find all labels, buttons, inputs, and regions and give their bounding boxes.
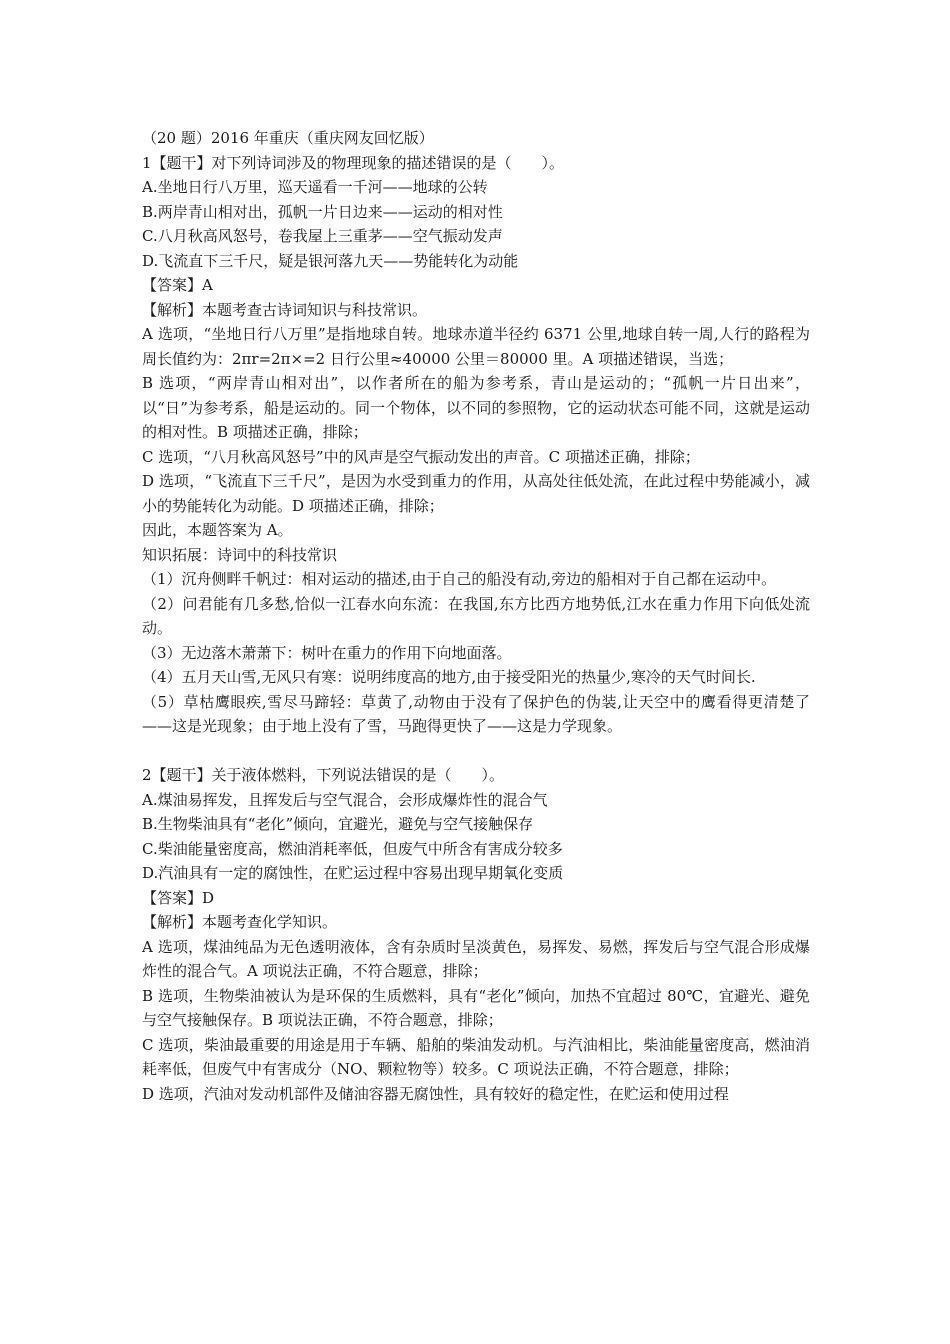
document-page	[142, 126, 810, 1106]
q1-knowledge-2: （2）问君能有几多愁,恰似一江春水向东流：在我国,东方比西方地势低,江水在重力作用下向低处流动。	[142, 594, 810, 637]
question-1	[142, 151, 810, 739]
q1-stem: 1【题干】对下列诗词涉及的物理现象的描述错误的是（ ）。	[142, 153, 565, 172]
q1-knowledge-4: （4）五月天山雪,无风只有寒：说明纬度高的地方,由于接受阳光的热量少,寒冷的天气时间长.	[142, 668, 756, 686]
q1-analysis-d: D 选项，“飞流直下三千尺”，是因为水受到重力的作用，从高处往低处流，在此过程中势能减小，减小的势能转化为动能。D 项描述正确，排除；	[142, 472, 810, 515]
q2-option-c: C.柴油能量密度高，燃油消耗率低，但废气中所含有害成分较多	[142, 839, 563, 858]
q1-analysis-title: 【解析】本题考查古诗词知识与科技常识。	[142, 300, 428, 319]
q2-analysis-title: 【解析】本题考查化学知识。	[142, 913, 338, 931]
q1-answer: 【答案】A	[142, 276, 213, 294]
q2-stem: 2【题干】关于液体燃料，下列说法错误的是（ ）。	[142, 766, 505, 784]
q1-option-b: B.两岸青山相对出，孤帆一片日边来——运动的相对性	[142, 202, 503, 221]
question-2	[142, 763, 810, 1106]
q2-analysis-c: C 选项，柴油最重要的用途是用于车辆、船舶的柴油发动机。与汽油相比，柴油能量密度高，燃油消耗率低，但废气中有害成分（NO、颗粒物等）较多。C 项说法正确，不符合题意，排除；	[142, 1035, 810, 1078]
q1-conclusion: 因此，本题答案为 A。	[142, 521, 293, 539]
q1-knowledge-1: （1）沉舟侧畔千帆过：相对运动的描述,由于自己的船没有动,旁边的船相对于自己都在运动中。	[142, 570, 777, 588]
q1-option-c: C.八月秋高风怒号，卷我屋上三重茅——空气振动发声	[142, 227, 503, 245]
q2-option-a: A.煤油易挥发，且挥发后与空气混合，会形成爆炸性的混合气	[142, 790, 548, 809]
q2-analysis-b: B 选项，生物柴油被认为是环保的生质燃料，具有“老化”倾向，加热不宜超过 80℃，宜避光、避免与空气接触保存。B 项说法正确，不符合题意，排除；	[142, 986, 810, 1029]
q1-option-d: D.飞流直下三千尺，疑是银河落九天——势能转化为动能	[142, 251, 519, 270]
q1-analysis-a: A 选项，“坐地日行八万里”是指地球自转。地球赤道半径约 6371 公里,地球自转一周,人行的路程为周长值约为：2πr=2π×=2 日行公里≈40000 公里＝80000 里。A 项描述错误，当选；	[142, 325, 810, 368]
q1-knowledge-3: （3）无边落木萧萧下：树叶在重力的作用下向地面落。	[142, 643, 512, 662]
q1-analysis-b: B 选项，“两岸青山相对出”，以作者所在的船为参考系，青山是运动的；“孤帆一片日出来”，以“日”为参考系，船是运动的。同一个物体，以不同的参照物，它的运动状态可能不同，这就是运动的相对性。B 项描述正确，排除；	[142, 374, 810, 441]
q1-option-a: A.坐地日行八万里，巡天遥看一千河——地球的公转	[142, 178, 488, 196]
q2-analysis-d: D 选项，汽油对发动机部件及储油容器无腐蚀性，具有较好的稳定性，在贮运和使用过程	[142, 1084, 729, 1103]
q1-knowledge-5: （5）草枯鹰眼疾,雪尽马蹄轻：草黄了,动物由于没有了保护色的伪装,让天空中的鹰看得更清楚了——这是光现象；由于地上没有了雪，马跑得更快了——这是力学现象。	[142, 692, 810, 735]
q2-analysis-a: A 选项，煤油纯品为无色透明液体，含有杂质时呈淡黄色，易挥发、易燃，挥发后与空气混合形成爆炸性的混合气。A 项说法正确，不符合题意，排除；	[142, 937, 810, 980]
q2-option-d: D.汽油具有一定的腐蚀性，在贮运过程中容易出现早期氧化变质	[142, 864, 564, 882]
q1-knowledge-title: 知识拓展：诗词中的科技常识	[142, 545, 338, 564]
spacer	[142, 739, 810, 764]
q2-option-b: B.生物柴油具有“老化”倾向，宜避光，避免与空气接触保存	[142, 815, 534, 833]
header: （20 题）2016 年重庆（重庆网友回忆版）	[142, 129, 434, 147]
q2-answer: 【答案】D	[142, 888, 215, 907]
q1-analysis-c: C 选项，“八月秋高风怒号”中的风声是空气振动发出的声音。C 项描述正确，排除；	[142, 447, 700, 466]
